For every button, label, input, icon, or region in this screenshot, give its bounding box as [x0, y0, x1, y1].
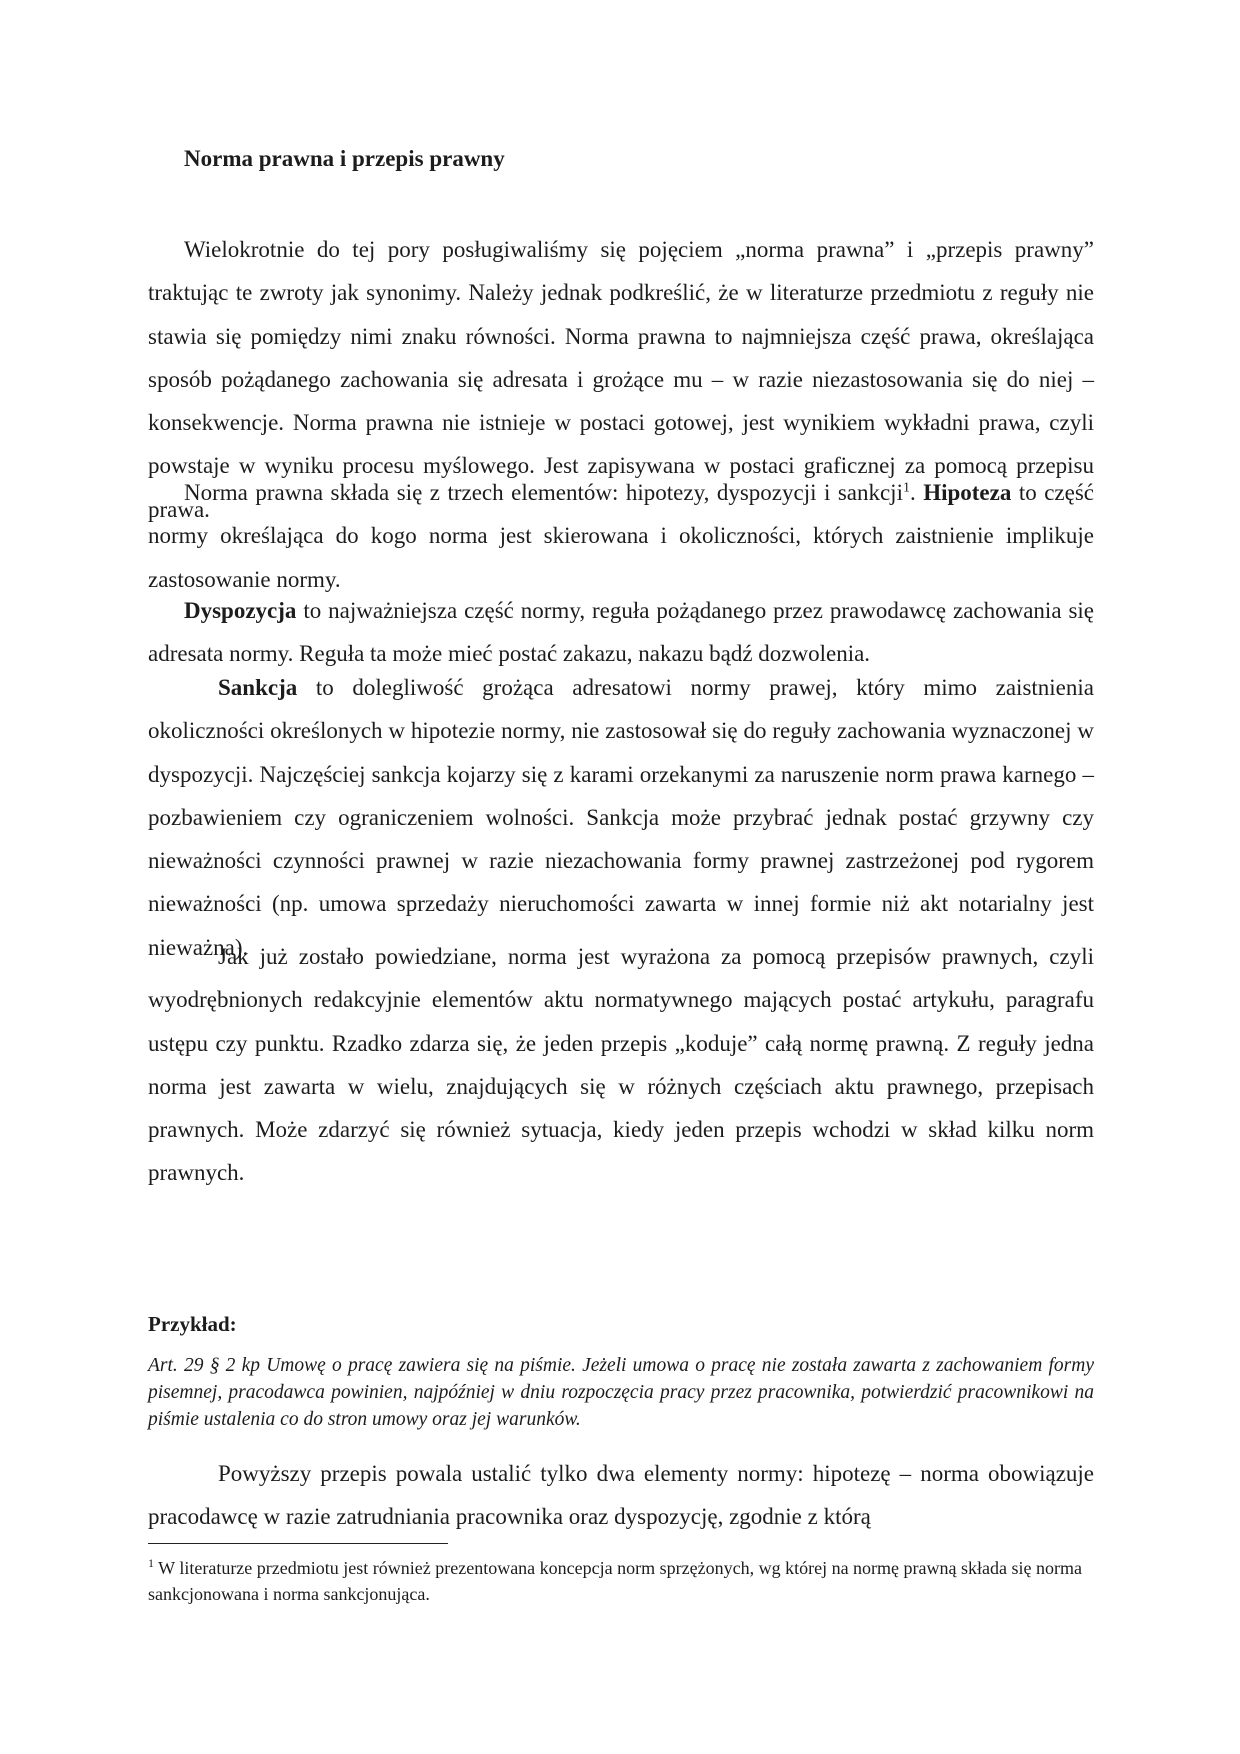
paragraph-1: Wielokrotnie do tej pory posługiwaliśmy się pojęciem „norma prawna” i „przepis prawny” traktując te zwroty jak synonimy. Należy jednak podkreślić, że w literaturze przedmiotu z reguły nie stawia się pomiędzy nimi znaku równości. Norma prawna to najmniejsza część prawa, określająca sposób pożądanego zachowania się adresata i grożące mu – w razie niezastosowania się do niej – konsekwencje. Norma prawna nie istnieje w postaci gotowej, jest wynikiem wykładni prawa, czyli powstaje w wyniku procesu myślowego. Jest zapisywana w postaci graficznej za pomocą przepisu prawa. — [148, 237, 1094, 522]
term-sankcja: Sankcja — [218, 675, 298, 700]
term-hipoteza: Hipoteza — [923, 480, 1012, 505]
paragraph-2-text-b: . — [909, 480, 924, 505]
paragraph-4 — [148, 666, 1094, 969]
paragraph-3 — [148, 589, 1094, 676]
footnote-reference: 1 — [902, 480, 910, 496]
paragraph-5: Jak już zostało powiedziane, norma jest wyrażona za pomocą przepisów prawnych, czyli wyodrębnionych redakcyjnie elementów aktu normatywnego mających postać artykułu, paragrafu ustępu czy punktu. Rzadko zdarza się, że jeden przepis „koduje” całą normę prawną. Z reguły jedna norma jest zawarta w wielu, znajdujących się w różnych częściach aktu prawnego, przepisach prawnych. Może zdarzyć się również sytuacja, kiedy jeden przepis wchodzi w skład kilku norm prawnych. — [148, 944, 1094, 1186]
footnote-number: 1 — [148, 1556, 154, 1570]
footnote-text: W literaturze przedmiotu jest również prezentowana koncepcja norm sprzężonych, wg której na normę prawną składa się norma sankcjonowana i norma sankcjonująca. — [148, 1558, 1082, 1604]
paragraph-2 — [148, 471, 1094, 601]
term-dyspozycja: Dyspozycja — [184, 598, 297, 623]
document-title: Norma prawna i przepis prawny — [184, 146, 505, 171]
paragraph-2-text-a: Norma prawna składa się z trzech elementów: hipotezy, dyspozycji i sankcji — [184, 480, 903, 505]
paragraph-4-text: to dolegliwość grożąca adresatowi normy prawej, który mimo zaistnienia okoliczności określonych w hipotezie normy, nie zastosował się do reguły zachowania wyznaczonej w dyspozycji. Najczęściej sankcja kojarzy się z karami orzekanymi za naruszenie norm prawa karnego – pozbawieniem czy ograniczeniem wolności. Sankcja może przybrać jednak postać grzywny czy nieważności czynności prawnej w razie niezachowania formy prawnej zastrzeżonej pod rygorem nieważności (np. umowa sprzedaży nieruchomości zawarta w innej formie niż akt notarialny jest nieważna). — [148, 675, 1094, 960]
paragraph-6: Powyższy przepis powala ustalić tylko dwa elementy normy: hipotezę – norma obowiązuje pracodawcę w razie zatrudniania pracownika oraz dyspozycję, zgodnie z którą — [148, 1461, 1094, 1530]
paragraph-2-text-c: to część normy określająca do kogo norma jest skierowana i okoliczności, których zaistnienie implikuje zastosowanie normy. — [148, 480, 1094, 592]
legal-quote: Art. 29 § 2 kp Umowę o pracę zawiera się na piśmie. Jeżeli umowa o pracę nie została zawarta z zachowaniem formy pisemnej, pracodawca powinien, najpóźniej w dniu rozpoczęcia pracy przez pracownika, potwierdzić pracownikowi na piśmie ustalenia co do stron umowy oraz jej warunków. — [148, 1355, 1094, 1430]
example-label: Przykład: — [148, 1312, 237, 1336]
footnote-separator — [148, 1543, 448, 1544]
footnote — [148, 1555, 1094, 1607]
paragraph-3-text: to najważniejsza część normy, reguła pożądanego przez prawodawcę zachowania się adresata normy. Reguła ta może mieć postać zakazu, nakazu bądź dozwolenia. — [148, 598, 1094, 667]
